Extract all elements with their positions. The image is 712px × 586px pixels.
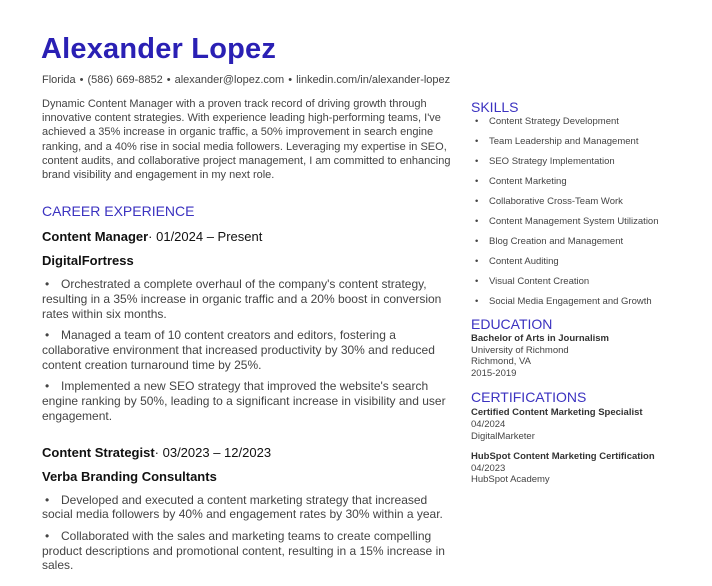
- main-column: [42, 97, 454, 580]
- certifications-heading: CERTIFICATIONS: [471, 389, 587, 406]
- bullet-icon: •: [475, 236, 479, 247]
- job-entry: [42, 445, 454, 574]
- job-company: DigitalFortress: [42, 253, 134, 269]
- bullet-icon: •: [475, 276, 479, 287]
- skill-item: • Blog Creation and Management: [471, 236, 661, 248]
- candidate-name: Alexander Lopez: [41, 33, 277, 65]
- job-dates: · 01/2024 – Present: [148, 229, 263, 245]
- bullet-icon: •: [45, 379, 50, 394]
- bullet-icon: •: [45, 328, 50, 343]
- certification-date: 04/2024: [471, 418, 506, 430]
- bullet-icon: •: [475, 136, 479, 147]
- job-bullet: • Developed and executed a content marketing strategy that increased social media followers by 40% and engagement rates by 30% within a year.: [42, 492, 443, 522]
- bullet-icon: •: [475, 196, 479, 207]
- certification-issuer: HubSpot Academy: [471, 474, 550, 486]
- contact-linkedin[interactable]: linkedin.com/in/alexander-lopez: [296, 74, 451, 86]
- job-dates: · 03/2023 – 12/2023: [154, 444, 272, 460]
- skill-item: • Content Marketing: [471, 176, 661, 188]
- profile-summary: Dynamic Content Manager with a proven track record of driving growth through innovative content strategies. With experience leading high-performing teams, I've achieved a 35% increase in organic traffic, a 50% improvement in search engine ranking, and a 40% rise in social media followers. Leveraging my expertise in SEO, content audits, and collaborative project management, I am committed to enhancing brand visibility and engagement in my next role.: [42, 98, 451, 182]
- education-heading: EDUCATION: [471, 316, 553, 332]
- certification-entry: [471, 407, 661, 442]
- education-school: University of Richmond: [471, 344, 569, 356]
- skill-item: • Collaborative Cross-Team Work: [471, 196, 661, 208]
- education-location: Richmond, VA: [471, 356, 532, 368]
- job-role: Content Strategist: [42, 444, 155, 460]
- job-bullets: [42, 493, 454, 574]
- education-entry: [471, 333, 661, 379]
- bullet-icon: •: [475, 296, 479, 307]
- certification-name: HubSpot Content Marketing Certification: [471, 451, 655, 463]
- job-bullet: • Managed a team of 10 content creators and editors, fostering a collaborative environment that increased productivity by 30% and reduced content creation turnaround time by 25%.: [42, 328, 435, 372]
- separator-dot: •: [288, 74, 293, 86]
- job-bullet: • Collaborated with the sales and marketing teams to create compelling product descriptions and promotional content, resulting in a 15% increase in sales.: [42, 528, 445, 573]
- contact-phone[interactable]: (586) 669-8852: [87, 74, 163, 86]
- job-bullets: [42, 277, 454, 423]
- job-bullet: • Orchestrated a complete overhaul of the company's content strategy, resulting in a 35% increase in organic traffic and a 20% boost in conversion rates within six months.: [42, 277, 442, 321]
- skill-item: • SEO Strategy Implementation: [471, 156, 661, 168]
- job-title-line: [42, 445, 454, 460]
- bullet-icon: •: [45, 492, 50, 507]
- bullet-icon: •: [475, 116, 479, 127]
- skill-item: • Content Auditing: [471, 256, 661, 268]
- job-company: Verba Branding Consultants: [42, 468, 217, 484]
- bullet-icon: •: [475, 216, 479, 227]
- separator-dot: •: [166, 74, 171, 86]
- skill-item: • Social Media Engagement and Growth: [471, 296, 661, 308]
- skill-item: • Content Management System Utilization: [471, 216, 661, 228]
- skills-list: [471, 116, 661, 308]
- education-degree: Bachelor of Arts in Journalism: [471, 333, 609, 344]
- bullet-icon: •: [45, 528, 50, 543]
- job-bullet: • Implemented a new SEO strategy that improved the website's search engine ranking by 50%, leading to a significant increase in visibility and user engagement.: [42, 379, 446, 423]
- contact-email[interactable]: alexander@lopez.com: [174, 74, 285, 86]
- career-experience-heading: CAREER EXPERIENCE: [42, 203, 195, 220]
- job-role: Content Manager: [42, 229, 149, 245]
- skill-item: • Visual Content Creation: [471, 276, 661, 288]
- education-years: 2015-2019: [471, 367, 517, 379]
- job-title-line: [42, 229, 454, 244]
- separator-dot: •: [79, 74, 84, 86]
- bullet-icon: •: [475, 176, 479, 187]
- contact-location: Florida: [42, 74, 76, 86]
- sidebar-column: [471, 99, 661, 486]
- bullet-icon: •: [475, 256, 479, 267]
- skill-item: • Content Strategy Development: [471, 116, 661, 128]
- certification-name: Certified Content Marketing Specialist: [471, 407, 643, 419]
- certification-entry: [471, 451, 661, 486]
- job-entry: [42, 229, 454, 423]
- certification-date: 04/2023: [471, 462, 506, 474]
- certification-issuer: DigitalMarketer: [471, 430, 535, 442]
- bullet-icon: •: [475, 156, 479, 167]
- contact-line: [42, 74, 450, 86]
- bullet-icon: •: [45, 277, 50, 292]
- skills-heading: SKILLS: [471, 99, 519, 115]
- skill-item: • Team Leadership and Management: [471, 136, 661, 148]
